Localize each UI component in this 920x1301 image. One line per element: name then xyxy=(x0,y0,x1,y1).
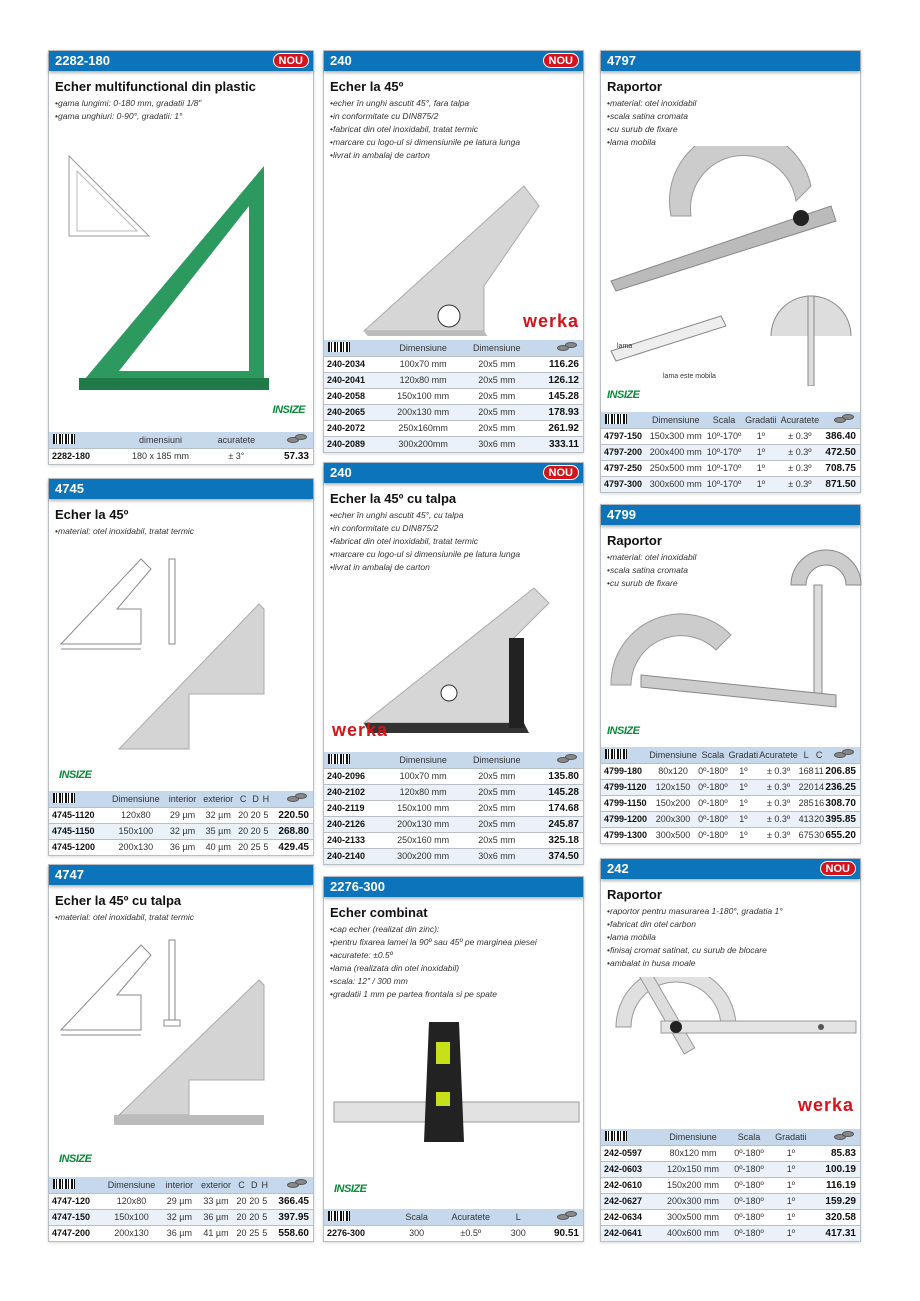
insize-logo: INSIZE xyxy=(59,769,92,781)
protractor-illustration xyxy=(601,545,862,735)
new-badge: NOU xyxy=(543,465,579,480)
product-image-45-square-base-diagram xyxy=(49,930,313,1150)
product-code: 2282-180 xyxy=(55,53,110,68)
table-row: 240-2065 200x130 mm 20x5 mm 178.93 xyxy=(324,404,583,420)
product-card-240-cu-talpa xyxy=(323,462,584,865)
price-table: Scala Acuratete L 2276-300 300 ±0.5º 300 90.51 xyxy=(324,1209,583,1241)
product-code: 4745 xyxy=(55,481,84,496)
card-header xyxy=(601,51,860,71)
diagram-label-lama: lama xyxy=(617,343,633,350)
insize-logo: INSIZE xyxy=(607,725,640,737)
feature-item: • cap echer (realizat din zinc): xyxy=(330,923,583,936)
product-image-protractor xyxy=(601,977,860,1092)
feature-item: • livrat in ambalaj de carton xyxy=(330,561,583,574)
table-row: 242-0597 80x120 mm 0º-180º 1º 85.83 xyxy=(601,1145,860,1161)
table-row: 4797-200 200x400 mm 10º-170º 1º ± 0.3º 472.50 xyxy=(601,444,860,460)
table-row: 4799-1300 300x500 0º-180º 1º ± 0.3º 675 30 655.20 xyxy=(601,827,860,843)
combination-square-illustration xyxy=(324,1012,585,1162)
table-row: 240-2102 120x80 mm 20x5 mm 145.28 xyxy=(324,784,583,800)
coins-icon xyxy=(834,1131,856,1141)
dimension-diagram xyxy=(49,930,315,1150)
dimension-diagram xyxy=(49,544,315,764)
product-card-4799 xyxy=(600,504,861,844)
product-card-240-fara-talpa xyxy=(323,50,584,453)
table-row: 242-0641 400x600 mm 0º-180º 1º 417.31 xyxy=(601,1225,860,1241)
protractor-illustration xyxy=(601,146,862,386)
table-row: 4797-300 300x600 mm 10º-170º 1º ± 0.3º 871.50 xyxy=(601,476,860,492)
feature-item: • lama (realizata din otel inoxidabil) xyxy=(330,962,583,975)
feature-list xyxy=(49,908,313,924)
card-header xyxy=(601,505,860,525)
table-row: 242-0627 200x300 mm 0º-180º 1º 159.29 xyxy=(601,1193,860,1209)
table-row: 240-2072 250x160mm 20x5 mm 261.92 xyxy=(324,420,583,436)
product-card-242 xyxy=(600,858,861,1242)
price-table: Dimensiune interior exterior C D H 4745-1120 120x80 29 µm 32 µm 20 20 5 220.50 4745-1150 150x100 32 µm 35 µm 20 20 5 268.80 4745-1200 200x130 36 µm 40 µm 20 25 5 429.45 xyxy=(49,791,313,855)
table-row: 4747-200 200x130 36 µm 41 µm 20 25 5 558.60 xyxy=(49,1225,313,1241)
table-row: 4799-1120 120x150 0º-180º 1º ± 0.3º 220 14 236.25 xyxy=(601,779,860,795)
barcode-icon xyxy=(328,342,350,352)
table-row: 4799-180 80x120 0º-180º 1º ± 0.3º 168 11 206.85 xyxy=(601,763,860,779)
feature-item: • fabricat din otel inoxidabil, tratat termic xyxy=(330,123,583,136)
werka-logo: werka xyxy=(797,1095,854,1115)
coins-icon xyxy=(287,434,309,444)
table-row: 4745-1120 120x80 29 µm 32 µm 20 20 5 220.50 xyxy=(49,807,313,823)
coins-icon xyxy=(834,414,856,424)
card-header xyxy=(49,51,313,71)
product-title: Echer multifunctional din plastic xyxy=(55,79,256,94)
barcode-icon xyxy=(328,754,350,764)
product-code: 2276-300 xyxy=(330,879,385,894)
new-badge: NOU xyxy=(273,53,309,68)
coins-icon xyxy=(557,1211,579,1221)
feature-item: • marcare cu logo-ul si dimensiunile pe latura lunga xyxy=(330,136,583,149)
coins-icon xyxy=(287,1179,309,1189)
protractor-illustration xyxy=(601,977,862,1092)
card-header xyxy=(49,479,313,499)
product-title: Raportor xyxy=(607,533,662,548)
price-table: Dimensiune Scala Gradati Acuratete L C 4799-180 80x120 0º-180º 1º ± 0.3º 168 11 206.85 4799-1120 120x150 0º-180º 1º ± 0.3º 220 14 236.25 4799-1150 150x200 0º-180º 1º ± 0.3º 285 16 308.70 4799-1200 200x300 0º-180º 1º ± 0.3º 413 20 395.85 4799-1300 300x500 0º-180º 1º ± 0.3º 675 30 655.20 xyxy=(601,747,860,843)
square-illustration xyxy=(324,578,585,738)
feature-list xyxy=(49,94,313,123)
price-table: Dimensiune Scala Gradatii 242-0597 80x120 mm 0º-180º 1º 85.83 242-0603 120x150 mm 0º-180º 1º 100.19 242-0610 150x200 mm 0º-180º 1º 116.19 242-0627 200x300 mm 0º-180º 1º 159.29 242-0634 300x500 mm 0º-180º 1º 320.58 242-0641 400x600 mm 0º-180º 1º 417.31 xyxy=(601,1129,860,1241)
feature-list xyxy=(601,902,860,970)
feature-item: • lama mobila xyxy=(607,136,860,149)
product-title: Echer la 45º cu talpa xyxy=(55,893,182,908)
table-row: 4799-1150 150x200 0º-180º 1º ± 0.3º 285 16 308.70 xyxy=(601,795,860,811)
coins-icon xyxy=(834,749,856,759)
feature-item: • scala: 12" / 300 mm xyxy=(330,975,583,988)
table-row: 4797-250 250x500 mm 10º-170º 1º ± 0.3º 708.75 xyxy=(601,460,860,476)
feature-list xyxy=(324,506,583,574)
werka-logo: werka xyxy=(522,311,579,331)
table-row: 4745-1200 200x130 36 µm 40 µm 20 25 5 429.45 xyxy=(49,839,313,855)
diagram-label-lama-mobila: lama este mobila xyxy=(663,373,716,380)
card-header xyxy=(601,859,860,879)
feature-item: • in conformitate cu DIN875/2 xyxy=(330,110,583,123)
product-image-combination-square xyxy=(324,1012,583,1162)
feature-item: • in conformitate cu DIN875/2 xyxy=(330,522,583,535)
table-row: 240-2126 200x130 mm 20x5 mm 245.87 xyxy=(324,816,583,832)
feature-item: • marcare cu logo-ul si dimensiunile pe latura lunga xyxy=(330,548,583,561)
table-row: 2282-180 180 x 185 mm ± 3° 57.33 xyxy=(49,448,313,464)
product-card-4747 xyxy=(48,864,314,1242)
feature-item: • cu surub de fixare xyxy=(607,577,860,590)
table-row: 240-2089 300x200mm 30x6 mm 333.11 xyxy=(324,436,583,452)
product-code: 242 xyxy=(607,861,629,876)
product-image-45-square-diagram xyxy=(49,544,313,764)
product-code: 4797 xyxy=(607,53,636,68)
table-row: 240-2133 250x160 mm 20x5 mm 325.18 xyxy=(324,832,583,848)
feature-item: • cu surub de fixare xyxy=(607,123,860,136)
table-row: 240-2140 300x200 mm 30x6 mm 374.50 xyxy=(324,848,583,864)
feature-list xyxy=(601,94,860,149)
table-row: 240-2119 150x100 mm 20x5 mm 174.68 xyxy=(324,800,583,816)
table-row: 242-0603 120x150 mm 0º-180º 1º 100.19 xyxy=(601,1161,860,1177)
barcode-icon xyxy=(328,1211,350,1221)
product-image-45-square-base xyxy=(324,578,583,738)
card-header xyxy=(324,51,583,71)
feature-item: • gradatii 1 mm pe partea frontala si pe spate xyxy=(330,988,583,1001)
feature-item: • echer în unghi ascutit 45°, fara talpa xyxy=(330,97,583,110)
table-row: 242-0610 150x200 mm 0º-180º 1º 116.19 xyxy=(601,1177,860,1193)
coins-icon xyxy=(287,793,309,803)
card-header xyxy=(324,877,583,897)
barcode-icon xyxy=(605,749,627,759)
insize-logo: INSIZE xyxy=(59,1153,92,1165)
table-row: 4799-1200 200x300 0º-180º 1º ± 0.3º 413 20 395.85 xyxy=(601,811,860,827)
feature-item: • material: otel inoxidabil xyxy=(607,551,860,564)
product-title: Raportor xyxy=(607,887,662,902)
product-title: Echer la 45º xyxy=(330,79,404,94)
price-table: Dimensiune Dimensiune 240-2096 100x70 mm 20x5 mm 135.80 240-2102 120x80 mm 20x5 mm 145.28 240-2119 150x100 mm 20x5 mm 174.68 240-2126 200x130 mm 20x5 mm 245.87 240-2133 250x160 mm 20x5 mm 325.18 240-2140 300x200 mm 30x6 mm 374.50 xyxy=(324,752,583,864)
product-card-4797 xyxy=(600,50,861,493)
barcode-icon xyxy=(53,1179,75,1189)
product-card-4745 xyxy=(48,478,314,856)
table-row: 2276-300 300 ±0.5º 300 90.51 xyxy=(324,1225,583,1241)
feature-item: • acuratete: ±0.5º xyxy=(330,949,583,962)
table-row: 240-2096 100x70 mm 20x5 mm 135.80 xyxy=(324,768,583,784)
table-row: 240-2034 100x70 mm 20x5 mm 116.26 xyxy=(324,356,583,372)
table-row: 4745-1150 150x100 32 µm 35 µm 20 20 5 268.80 xyxy=(49,823,313,839)
card-header xyxy=(324,463,583,483)
product-code: 240 xyxy=(330,53,352,68)
card-header xyxy=(49,865,313,885)
insize-logo: INSIZE xyxy=(272,404,305,416)
new-badge: NOU xyxy=(820,861,856,876)
feature-item: • material: otel inoxidabil xyxy=(607,97,860,110)
table-row: 240-2058 150x100 mm 20x5 mm 145.28 xyxy=(324,388,583,404)
product-card-2276-300 xyxy=(323,876,584,1242)
coins-icon xyxy=(557,754,579,764)
barcode-icon xyxy=(53,434,75,444)
coins-icon xyxy=(557,342,579,352)
feature-item: • finisaj cromat satinat, cu surub de blocare xyxy=(607,944,860,957)
feature-item: • raportor pentru masurarea 1-180°, gradatia 1° xyxy=(607,905,860,918)
feature-item: • gama lungimi: 0-180 mm, gradatii 1/8" xyxy=(55,97,313,110)
product-title: Echer la 45º cu talpa xyxy=(330,491,457,506)
barcode-icon xyxy=(53,793,75,803)
feature-item: • scala satina cromata xyxy=(607,110,860,123)
feature-item: • echer în unghi ascutit 45°, cu talpa xyxy=(330,509,583,522)
product-code: 4799 xyxy=(607,507,636,522)
werka-logo: werka xyxy=(332,720,389,740)
square-illustration xyxy=(49,146,315,396)
product-image-protractor xyxy=(601,545,860,735)
feature-item: • ambalat in husa moale xyxy=(607,957,860,970)
table-row: 4747-150 150x100 32 µm 36 µm 20 20 5 397.95 xyxy=(49,1209,313,1225)
table-row: 240-2041 120x80 mm 20x5 mm 126.12 xyxy=(324,372,583,388)
feature-item: • lama mobila xyxy=(607,931,860,944)
feature-list xyxy=(49,522,313,538)
product-title: Raportor xyxy=(607,79,662,94)
product-card-2282-180 xyxy=(48,50,314,465)
price-table: dimensiuni acuratete 2282-180 180 x 185 mm ± 3° 57.33 xyxy=(49,432,313,464)
price-table: Dimensiune Scala Gradatii Acuratete 4797-150 150x300 mm 10º-170º 1º ± 0.3º 386.40 4797-200 200x400 mm 10º-170º 1º ± 0.3º 472.50 4797-250 250x500 mm 10º-170º 1º ± 0.3º 708.75 4797-300 300x600 mm 10º-170º 1º ± 0.3º 871.50 xyxy=(601,412,860,492)
feature-item: • material: otel inoxidabil, tratat termic xyxy=(55,525,313,538)
feature-item: • gama unghiuri: 0-90°, gradatii: 1° xyxy=(55,110,313,123)
product-code: 240 xyxy=(330,465,352,480)
price-table: Dimensiune Dimensiune 240-2034 100x70 mm 20x5 mm 116.26 240-2041 120x80 mm 20x5 mm 126.12 240-2058 150x100 mm 20x5 mm 145.28 240-2065 200x130 mm 20x5 mm 178.93 240-2072 250x160mm 20x5 mm 261.92 240-2089 300x200mm 30x6 mm 333.11 xyxy=(324,340,583,452)
feature-item: • fabricat din otel carbon xyxy=(607,918,860,931)
product-title: Echer la 45º xyxy=(55,507,129,522)
feature-list xyxy=(324,94,583,162)
feature-item: • material: otel inoxidabil, tratat termic xyxy=(55,911,313,924)
feature-item: • fabricat din otel inoxidabil, tratat termic xyxy=(330,535,583,548)
feature-item: • scala satina cromata xyxy=(607,564,860,577)
product-code: 4747 xyxy=(55,867,84,882)
insize-logo: INSIZE xyxy=(607,389,640,401)
new-badge: NOU xyxy=(543,53,579,68)
product-title: Echer combinat xyxy=(330,905,428,920)
product-image-protractor xyxy=(601,146,860,386)
price-table: Dimensiune interior exterior C D H 4747-120 120x80 29 µm 33 µm 20 20 5 366.45 4747-150 150x100 32 µm 36 µm 20 20 5 397.95 4747-200 200x130 36 µm 41 µm 20 25 5 558.60 xyxy=(49,1177,313,1241)
insize-logo: INSIZE xyxy=(334,1183,367,1195)
barcode-icon xyxy=(605,414,627,424)
barcode-icon xyxy=(605,1131,627,1141)
table-row: 4797-150 150x300 mm 10º-170º 1º ± 0.3º 386.40 xyxy=(601,428,860,444)
feature-list xyxy=(324,920,583,1001)
feature-item: • pentru fixarea lamei la 90º sau 45º pe marginea piesei xyxy=(330,936,583,949)
table-row: 4747-120 120x80 29 µm 33 µm 20 20 5 366.45 xyxy=(49,1193,313,1209)
feature-item: • livrat in ambalaj de carton xyxy=(330,149,583,162)
product-image-plastic-square xyxy=(49,146,313,396)
table-row: 242-0634 300x500 mm 0º-180º 1º 320.58 xyxy=(601,1209,860,1225)
